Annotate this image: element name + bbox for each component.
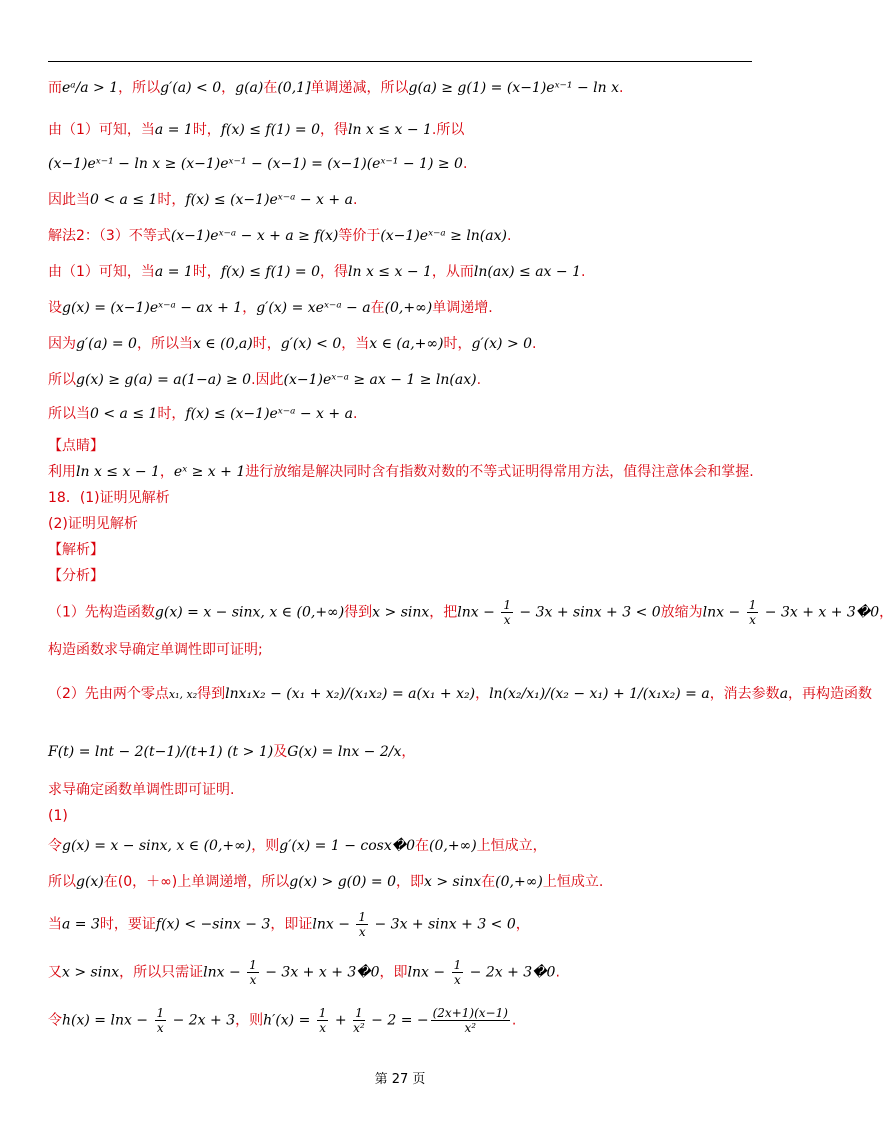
text: ，即 [396, 874, 425, 890]
math: g′(x) = xeˣ⁻ᵃ − a [256, 300, 371, 316]
fraction-numerator: 1 [318, 1006, 327, 1020]
text: ，消去参数 [709, 686, 780, 702]
line-18 [48, 640, 263, 660]
text: 时， [157, 406, 186, 422]
text: 上恒成立， [476, 838, 547, 854]
page-number: 第 27 页 [374, 1072, 426, 1087]
fraction-numerator: 1 [748, 598, 757, 612]
text: 上恒成立. [542, 874, 604, 890]
text: 令 [48, 1012, 62, 1029]
text: ， [159, 464, 174, 480]
text: 因为 [48, 336, 76, 352]
math: h(x) = lnx − [62, 1012, 153, 1029]
text: 及 [273, 744, 288, 760]
fraction [431, 1006, 510, 1035]
fraction [356, 910, 368, 939]
text: ，即 [379, 964, 408, 981]
text: . [352, 192, 358, 208]
text: 令 [48, 838, 62, 854]
text: 在 [481, 874, 496, 890]
text: ，所以只需证 [119, 964, 204, 981]
math: g′(x) < 0 [280, 336, 342, 352]
math: f(x) < −sinx − 3 [155, 916, 271, 933]
line-8 [48, 334, 536, 354]
fraction-numerator: 1 [156, 1006, 165, 1020]
math: f(x) ≤ (x−1)eˣ⁻ᵃ − x + a [185, 192, 353, 208]
line-1 [48, 78, 623, 98]
text: ，从而 [431, 264, 474, 280]
fraction-denominator: x [156, 1021, 164, 1035]
line-3 [48, 154, 467, 174]
line-23 [48, 836, 547, 856]
math: (0,1] [277, 80, 311, 96]
text: 18．(1)证明见解析 [48, 490, 170, 506]
math: g′(a) < 0 [160, 80, 222, 96]
line-22 [48, 806, 68, 826]
math: (0,+∞) [495, 874, 543, 890]
text: 由（1）可知，当 [48, 264, 155, 280]
line-9 [48, 370, 481, 390]
line-25 [48, 910, 530, 939]
math: − 3x + x + 3�0 [760, 604, 880, 621]
text: 而 [48, 80, 62, 96]
fraction-numerator: 1 [358, 910, 367, 924]
text: 得到 [344, 604, 373, 621]
math: (x−1)eˣ⁻¹ − ln x ≥ (x−1)eˣ⁻¹ − (x−1) = (x−1)(eˣ⁻¹ − 1) ≥ 0 [48, 156, 463, 172]
text: . [476, 372, 482, 388]
text: 时， [443, 336, 472, 352]
math: a [779, 686, 789, 702]
text: . [352, 406, 358, 422]
line-10 [48, 404, 357, 424]
math: g′(x) > 0 [471, 336, 533, 352]
math: ln x ≤ x − 1 [76, 464, 160, 480]
math: g′(x) = 1 − cosx�0 [279, 838, 415, 854]
math: g(x) = x − sinx, x ∈ (0,+∞) [154, 604, 345, 621]
math: lnx − [407, 964, 450, 981]
text: ， [879, 604, 893, 621]
math: lnx − [312, 916, 355, 933]
text: 放缩为 [660, 604, 703, 621]
text: ， [242, 300, 257, 316]
text: ，所以 [118, 80, 161, 96]
text: ，得 [320, 122, 348, 138]
section-heading: 【解析】 [48, 542, 104, 558]
math: lnx − [702, 604, 745, 621]
line-20 [48, 742, 415, 762]
line-13 [48, 488, 170, 508]
math: lnx − [457, 604, 500, 621]
text: 进行放缩是解决同时含有指数对数的不等式证明得常用方法，值得注意体会和掌握. [245, 464, 754, 480]
text: 设 [48, 300, 62, 316]
fraction-denominator: x [503, 613, 511, 627]
math: ln(x₂/x₁)/(x₂ − x₁) + 1/(x₁x₂) = a [489, 686, 710, 702]
math: x > sinx [62, 964, 120, 981]
text: ，再构造函数 [788, 686, 873, 702]
math: 0 < a ≤ 1 [90, 406, 158, 422]
text: （1）先构造函数 [48, 604, 155, 621]
text: .因此 [251, 372, 284, 388]
text: .所以 [431, 122, 465, 138]
math: g′(a) = 0 [76, 336, 137, 352]
math: h′(x) = [263, 1012, 315, 1029]
math: g(x) > g(0) = 0 [289, 874, 397, 890]
line-5 [48, 226, 511, 246]
math: g(a) [235, 80, 264, 96]
fraction [155, 1006, 167, 1035]
text: ， [475, 686, 490, 702]
text: 利用 [48, 464, 76, 480]
math: x > sinx [372, 604, 430, 621]
text: ，当 [341, 336, 370, 352]
fraction [452, 958, 464, 987]
math: a = 3 [62, 916, 100, 933]
text: ，得 [320, 264, 348, 280]
text: 所以 [48, 372, 76, 388]
text: 在 [415, 838, 429, 854]
math: f(x) ≤ f(1) = 0 [220, 264, 320, 280]
math: x ∈ (0,a) [192, 336, 253, 352]
math: (x−1)eˣ⁻ᵃ ≥ ln(ax) [380, 228, 507, 244]
fraction [501, 598, 513, 627]
text: ， [221, 80, 236, 96]
math: − 3x + sinx + 3 < 0 [514, 604, 661, 621]
fraction [247, 958, 259, 987]
fraction [353, 1006, 365, 1035]
math: ln(ax) ≤ ax − 1 [473, 264, 581, 280]
text: 又 [48, 964, 62, 981]
line-7 [48, 298, 493, 318]
fraction-denominator: x [319, 1021, 326, 1035]
text: 等价于 [338, 228, 381, 244]
math: x₁, x₂ [168, 688, 198, 701]
math: lnx₁x₂ − (x₁ + x₂)/(x₁x₂) = a(x₁ + x₂) [225, 686, 476, 702]
math: ln x ≤ x − 1 [348, 264, 432, 280]
text: ， [515, 916, 530, 933]
math: g(x) = x − sinx, x ∈ (0,+∞) [62, 838, 252, 854]
fraction [317, 1006, 329, 1035]
text: 因此当 [48, 192, 90, 208]
math: eᵃ/a > 1 [62, 80, 119, 96]
text: ，则 [251, 838, 280, 854]
math: f(x) ≤ f(1) = 0 [220, 122, 320, 138]
text: ，即证 [270, 916, 313, 933]
text: 在 [263, 80, 278, 96]
fraction-denominator: x² [353, 1021, 365, 1035]
text: 由（1）可知，当 [48, 122, 155, 138]
line-17 [48, 598, 893, 627]
text: 时， [252, 336, 281, 352]
fraction-numerator: 1 [503, 598, 511, 612]
header-rule [48, 61, 752, 62]
math: x > sinx [424, 874, 482, 890]
math: F(t) = lnt − 2(t−1)/(t+1) (t > 1) [48, 744, 274, 760]
line-24 [48, 872, 603, 892]
text: 单调递减，所以 [310, 80, 409, 96]
line-27 [48, 1006, 516, 1035]
text: 构造函数求导确定单调性即可证明; [48, 642, 263, 658]
text: . [555, 964, 560, 981]
text: 时，要证 [99, 916, 156, 933]
text: . [511, 1012, 517, 1029]
text: 在(0，＋∞)上单调递增，所以 [103, 874, 290, 890]
math: (0,+∞) [384, 300, 433, 316]
line-12 [48, 462, 754, 482]
text: 所以当 [48, 406, 90, 422]
math: a = 1 [154, 122, 193, 138]
math: − 3x + x + 3�0 [260, 964, 380, 981]
math: g(x) = (x−1)eˣ⁻ᵃ − ax + 1 [62, 300, 243, 316]
math: 0 < a ≤ 1 [90, 192, 158, 208]
line-6 [48, 262, 585, 282]
text: 时， [192, 122, 221, 138]
math: f(x) ≤ (x−1)eˣ⁻ᵃ − x + a [185, 406, 353, 422]
math: − 2x + 3 [168, 1012, 236, 1029]
fraction-numerator: 1 [355, 1006, 363, 1020]
text: . [619, 80, 624, 96]
fraction-denominator: x [358, 925, 366, 939]
text: ，把 [429, 604, 458, 621]
text: . [580, 264, 586, 280]
text: (2)证明见解析 [48, 516, 138, 532]
math: − 3x + sinx + 3 < 0 [370, 916, 516, 933]
fraction [747, 598, 759, 627]
line-2 [48, 120, 464, 140]
math: − 2x + 3�0 [465, 964, 556, 981]
text: 解法2：（3）不等式 [48, 228, 171, 244]
text: . [532, 336, 537, 352]
math: g(x) [76, 874, 104, 890]
text: ， [401, 744, 416, 760]
text: 时， [192, 264, 221, 280]
text: 所以 [48, 874, 76, 890]
text: 当 [48, 916, 62, 933]
math: (0,+∞) [429, 838, 477, 854]
text: ，则 [235, 1012, 264, 1029]
fraction-denominator: x [454, 973, 461, 987]
text: 得到 [197, 686, 226, 702]
fraction-numerator: (2x+1)(x−1) [432, 1006, 508, 1020]
math: (x−1)eˣ⁻ᵃ − x + a ≥ f(x) [170, 228, 339, 244]
text: 时， [157, 192, 186, 208]
line-4 [48, 190, 357, 210]
section-heading: 【点睛】 [48, 438, 104, 454]
line-16 [48, 566, 104, 586]
line-11 [48, 436, 104, 456]
math: g(x) ≥ g(a) = a(1−a) ≥ 0 [76, 372, 252, 388]
text: . [506, 228, 512, 244]
math: g(a) ≥ g(1) = (x−1)eˣ⁻¹ − ln x [408, 80, 620, 96]
math: ln x ≤ x − 1 [348, 122, 432, 138]
line-14 [48, 514, 138, 534]
math: − 2 = − [366, 1012, 429, 1029]
fraction-denominator: x [749, 613, 756, 627]
text: 单调递增. [432, 300, 493, 316]
text: . [462, 156, 468, 172]
math: G(x) = lnx − 2/x [287, 744, 402, 760]
math: + [330, 1012, 352, 1029]
math: x ∈ (a,+∞) [369, 336, 444, 352]
fraction-numerator: 1 [453, 958, 462, 972]
line-19 [48, 684, 872, 705]
text: (1) [48, 808, 68, 824]
line-21 [48, 780, 234, 800]
math: a = 1 [154, 264, 193, 280]
fraction-numerator: 1 [249, 958, 257, 972]
math: lnx − [203, 964, 246, 981]
section-heading: 【分析】 [48, 568, 104, 584]
text: 求导确定函数单调性即可证明. [48, 782, 235, 798]
fraction-denominator: x² [464, 1021, 477, 1035]
fraction-denominator: x [249, 973, 257, 987]
line-26 [48, 958, 560, 987]
text: 在 [370, 300, 385, 316]
text: ，所以当 [136, 336, 193, 352]
math: (x−1)eˣ⁻ᵃ ≥ ax − 1 ≥ ln(ax) [283, 372, 477, 388]
line-15 [48, 540, 104, 560]
text: （2）先由两个零点 [48, 686, 169, 702]
math: eˣ ≥ x + 1 [173, 464, 246, 480]
